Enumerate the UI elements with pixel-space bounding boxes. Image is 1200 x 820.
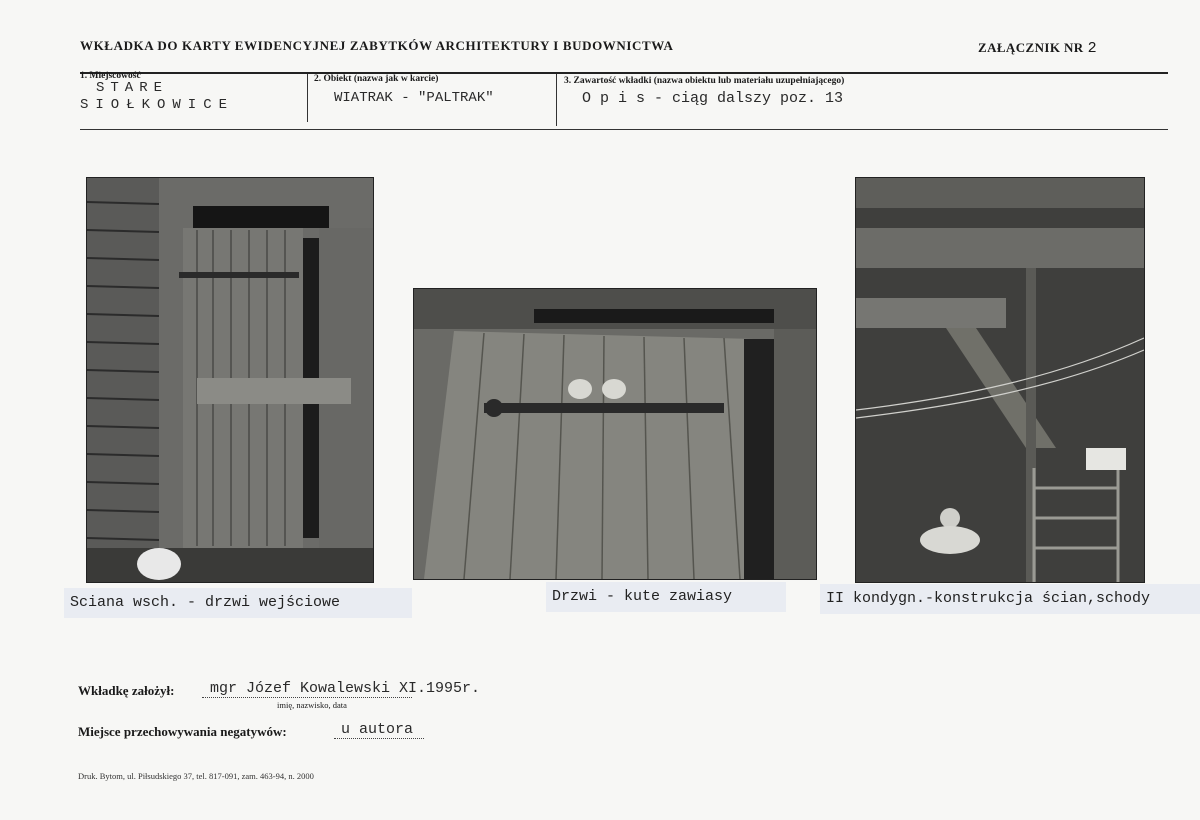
founded-by-label: Wkładkę założył:: [78, 683, 175, 698]
locality-line1: STARE: [96, 80, 169, 96]
caption-photo-2: Drzwi - kute zawiasy: [546, 582, 786, 612]
door-east-wall-image: [87, 178, 373, 582]
annex-label-text: ZAŁĄCZNIK NR: [978, 40, 1084, 55]
founded-by-hint: imię, nazwisko, data: [277, 700, 347, 710]
annex-number: 2: [1087, 40, 1097, 57]
contents-value: O p i s - ciąg dalszy poz. 13: [582, 90, 844, 107]
founded-by-line: [202, 696, 412, 698]
annex-label: [978, 40, 1097, 57]
interior-stairs-image: [856, 178, 1144, 582]
header-rule-top: [80, 72, 1168, 74]
negatives-label: Miejsce przechowywania negatywów:: [78, 724, 287, 739]
object-value: WIATRAK - "PALTRAK": [334, 90, 494, 106]
field-divider-1: [307, 74, 308, 122]
header-rule-bottom: [80, 129, 1168, 130]
forged-hinges-image: [414, 289, 816, 579]
founded-by-value: mgr Józef Kowalewski XI.1995r.: [210, 680, 481, 697]
caption-photo-3: II kondygn.-konstrukcja ścian,schody: [820, 584, 1200, 614]
photo-forged-hinges: [413, 288, 817, 580]
contents-label: 3. Zawartość wkładki (nazwa obiektu lub materiału uzupełniającego): [564, 76, 845, 86]
photo-interior-stairs: [855, 177, 1145, 583]
locality-label: 1. Miejscowość: [80, 71, 141, 81]
negatives-value: u autora: [341, 721, 414, 738]
locality-line2: SIOŁKOWICE: [80, 97, 235, 113]
field-divider-2: [556, 74, 557, 126]
document-title: WKŁADKA DO KARTY EWIDENCYJNEJ ZABYTKÓW ARCHITEKTURY I BUDOWNICTWA: [80, 38, 674, 53]
photo-door-east-wall: [86, 177, 374, 583]
object-label: 2. Obiekt (nazwa jak w karcie): [314, 74, 439, 84]
print-info: Druk. Bytom, ul. Piłsudskiego 37, tel. 817-091, zam. 463-94, n. 2000: [78, 771, 314, 781]
caption-photo-1: Sciana wsch. - drzwi wejściowe: [64, 588, 412, 618]
negatives-line: [334, 737, 424, 739]
